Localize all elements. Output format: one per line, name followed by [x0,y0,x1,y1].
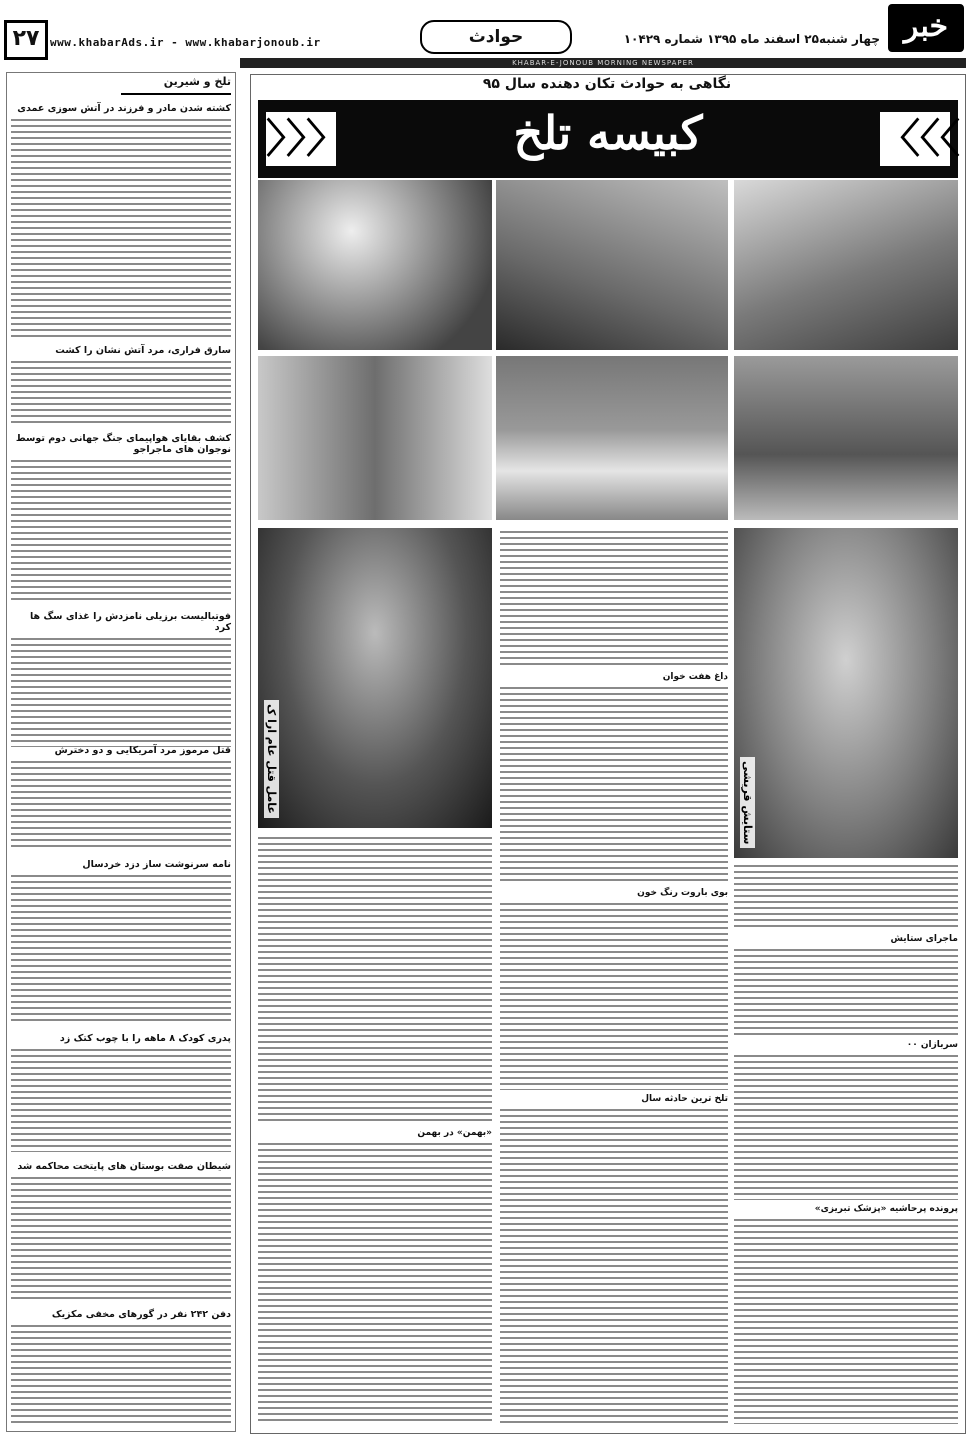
mountaineers-photo [496,356,728,520]
article-text-block [500,900,728,1090]
site-urls[interactable]: www.khabarAds.ir - www.khabarjonoub.ir [50,36,321,49]
news-item [11,611,231,747]
news-item [11,1161,231,1300]
article-subsection [258,1126,492,1140]
column-title: تلخ و شیرین [121,75,231,95]
news-headline: شیطان صفت بوستان های پایتخت محاکمه شد [17,1161,231,1172]
news-item [11,745,231,850]
article-subsection [734,932,958,946]
news-body [11,358,231,424]
crash-site-photo [734,180,958,350]
news-item [11,1309,231,1426]
arrow-right-icon: 〈〈〈 [880,112,950,166]
article-subhead: داغ هفت خوان [662,672,728,682]
article-subsection [734,1038,958,1052]
feature-subheadline: نگاهی به حوادث تکان دهنده سال ۹۵ [482,76,732,92]
article-text-block [500,1106,728,1424]
article-subhead: تلخ ترین حادثه سال [641,1094,728,1104]
article-text-block [734,862,958,930]
article-subsection [500,670,728,684]
article-text-block [734,1052,958,1200]
dateline: چهار شنبه۲۵ اسفند ماه ۱۳۹۵ شماره ۱۰۴۲۹ [623,32,880,46]
news-body [11,635,231,747]
article-text-block [258,1140,492,1424]
newspaper-logo: خبر [888,4,964,52]
news-body [11,1046,231,1152]
feature-banner [258,100,958,178]
girl-portrait-photo [734,528,958,858]
news-body [11,457,231,603]
banner-title: کبیسه تلخ [513,106,703,160]
news-body [11,1174,231,1300]
article-text-block [500,684,728,884]
arrow-left-icon: 〉〉〉 [266,112,336,166]
news-headline: کشف بقایای هواپیمای جنگ جهانی دوم توسط نوجوان های ماجراجو [15,433,231,455]
left-news-column [6,72,236,1432]
news-headline: دفن ۲۴۲ نفر در گورهای مخفی مکزیک [51,1309,231,1320]
article-subhead: پرونده پرحاشیه «پزشک تبریزی» [814,1204,958,1214]
news-item [11,433,231,603]
page-header [0,0,970,67]
suspect-portrait-photo [258,528,492,828]
news-item [11,345,231,424]
news-body [11,758,231,850]
article-subhead: بوی باروت رنگ خون [637,888,728,898]
news-body [11,1322,231,1426]
miners-collage-photo [496,180,728,350]
page-number: ۲۷ [4,20,48,60]
section-title: حوادث [420,20,572,54]
news-body [11,116,231,338]
news-headline: قتل مرموز مرد آمریکایی و دو دخترش [54,745,231,756]
article-subhead: «بهمن» در بهمن [417,1128,492,1138]
doctor-portrait-photo [258,356,492,520]
article-subhead: ماجرای ستایش [890,934,958,944]
news-body [11,872,231,1024]
article-subsection [500,886,728,900]
news-headline: پدری کودک ۸ ماهه را با چوب کتک زد [59,1033,231,1044]
article-text-block [734,946,958,1036]
article-text-block [258,834,492,1124]
news-item [11,859,231,1024]
news-headline: نامه سرنوشت ساز دزد خردسال [82,859,231,870]
article-subsection [500,1092,728,1106]
article-subhead: سربازان ۰۰ [906,1040,958,1050]
article-text-block [500,528,728,668]
news-headline: کشته شدن مادر و فرزند در آتش سوزی عمدی [17,103,231,114]
photo-caption: عامل قتل عام ارا ک [264,700,279,818]
article-text-block [734,1216,958,1424]
news-headline: سارق فراری، مرد آتش نشان را کشت [55,345,231,356]
article-subsection [734,1202,958,1216]
train-fire-photo [258,180,492,350]
news-item [11,1033,231,1152]
masthead-strip: KHABAR-E-JONOUB MORNING NEWSPAPER [240,58,966,68]
photo-caption: ستایش قریشی [740,757,755,848]
news-item [11,103,231,338]
children-portraits-photo [734,356,958,520]
news-headline: فوتبالیست برزیلی نامزدش را غذای سگ ها کرد [29,611,231,633]
